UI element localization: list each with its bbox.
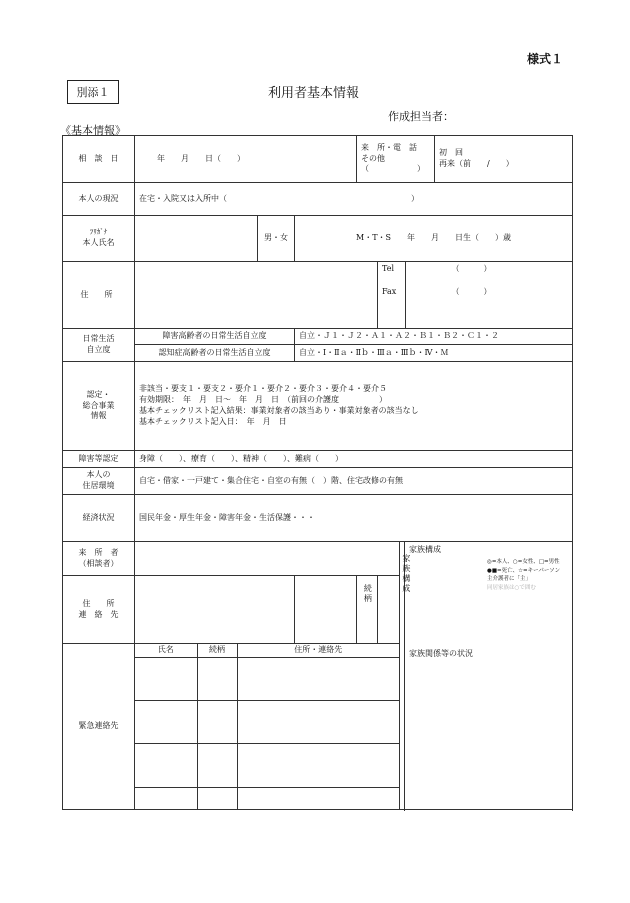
relation-label: 続柄 [363, 584, 373, 604]
status-row [63, 183, 573, 216]
emergency-header [135, 644, 399, 657]
tel-paren: （ ） [451, 264, 492, 273]
consult-method-cell [357, 136, 435, 183]
creator-label: 作成担当者： [388, 110, 454, 123]
elderly-independence-label: 障害高齢者の日常生活自立度 [135, 329, 295, 345]
independence-label: 日常生活 自立度 [63, 329, 135, 362]
family-legend: ◎=本人、○=女性、□=男性 ●■=死亡、☆=キーパーソン 主介護者に「主」 同居家族は○で囲む [487, 558, 561, 592]
emergency-grid-cell [135, 644, 400, 810]
dementia-independence-scale: 自立・Ⅰ・Ⅱａ・Ⅱｂ・Ⅲａ・Ⅲｂ・Ⅳ・Ｍ [295, 345, 573, 362]
visit-other: その他（ ） [361, 153, 426, 174]
section-title: 《基本情報》 [60, 124, 126, 137]
family-cell [405, 542, 573, 810]
relation-value[interactable] [378, 576, 400, 644]
status-label: 本人の現況 [63, 183, 135, 216]
independence-row-2 [63, 345, 573, 362]
visitor-label: 来 所 者 （相談者） [63, 542, 135, 576]
first-visit: 初 回 [439, 148, 464, 158]
economy-value: 国民年金・厚生年金・障害年金・生活保護・・・ [135, 495, 573, 542]
emergency-entry-row [135, 657, 399, 700]
family-title: 家族構成 [409, 545, 442, 554]
name-value[interactable] [135, 216, 258, 262]
visit-method: 来 所・電 話 [361, 142, 418, 152]
consult-date: 年 月 日（ ） [135, 136, 357, 183]
economy-label: 経済状況 [63, 495, 135, 542]
name-row [63, 216, 573, 262]
emergency-entry-row [135, 700, 399, 743]
visitor-address-value[interactable] [135, 576, 295, 644]
housing-value: 自宅・借家・一戸建て・集合住宅・自室の有無（ ）階、住宅改修の有無 [135, 468, 573, 495]
name-label-cell [63, 216, 135, 262]
attachment-label: 別添１ [76, 86, 110, 99]
tel-label: Tel [382, 264, 395, 273]
certification-label: 認定・ 総合事業 情報 [63, 362, 135, 451]
birth-date: M・T・S 年 月 日生（ ）歳 [295, 216, 573, 262]
revisit: 再来（前 / ） [439, 159, 514, 168]
emergency-col-relation: 続柄 [197, 644, 237, 657]
attachment-box [67, 80, 119, 104]
housing-row [63, 468, 573, 495]
dementia-independence-label: 認知症高齢者の日常生活自立度 [135, 345, 295, 362]
certification-value: 非該当・要支１・要支２・要介１・要介２・要介３・要介４・要介５ 有効期限： 年 月 日～ 年 月 日 （前回の介護度 ） 基本チェックリスト記入結果：事業対象者の該当あり・事業対象者の該当なし 基本チェックリスト記入日： 年 月 日 [135, 362, 573, 451]
address-row [63, 262, 573, 329]
furigana-label: ﾌﾘｶﾞﾅ [89, 228, 108, 237]
relation-label-cell [357, 576, 378, 644]
consult-label: 相 談 日 [63, 136, 135, 183]
visitor-value[interactable] [135, 542, 400, 576]
emergency-entry-row [135, 787, 399, 809]
emergency-entry-row [135, 744, 399, 787]
name-label: 本人氏名 [82, 237, 115, 247]
fax-paren: （ ） [451, 286, 492, 296]
housing-label: 本人の 住居環境 [63, 468, 135, 495]
contact-cell [378, 262, 573, 329]
status-value: 在宅・入院又は入所中（ ） [135, 183, 573, 216]
certification-row [63, 362, 573, 451]
page-title: 利用者基本情報 [268, 86, 360, 101]
disability-row [63, 451, 573, 468]
visitor-address-label: 住 所 連 絡 先 [63, 576, 135, 644]
address-label: 住 所 [63, 262, 135, 329]
family-vertical-label: 家族構成 [401, 554, 411, 594]
address-value[interactable] [135, 262, 378, 329]
disability-value: 身障（ ）、療育（ ）、精神（ ）、難病（ ） [135, 451, 573, 468]
independence-row-1 [63, 329, 573, 345]
emergency-col-address: 住所・連絡先 [237, 644, 399, 657]
family-relations-label: 家族関係等の状況 [409, 648, 474, 658]
fax-label: Fax [382, 286, 397, 296]
disability-label: 障害等認定 [63, 451, 135, 468]
emergency-col-name: 氏名 [135, 644, 197, 657]
elderly-independence-scale: 自立・Ｊ１・Ｊ２・Ａ１・Ａ２・Ｂ１・Ｂ２・Ｃ１・２ [295, 329, 573, 345]
form-number: 様式１ [527, 52, 564, 66]
visitor-row [63, 542, 573, 576]
gender: 男・女 [258, 216, 295, 262]
emergency-grid [135, 644, 399, 809]
consult-first-cell [435, 136, 573, 183]
emergency-label: 緊急連絡先 [63, 644, 135, 810]
consult-row [63, 136, 573, 183]
basic-info-table [62, 135, 573, 810]
economy-row [63, 495, 573, 542]
